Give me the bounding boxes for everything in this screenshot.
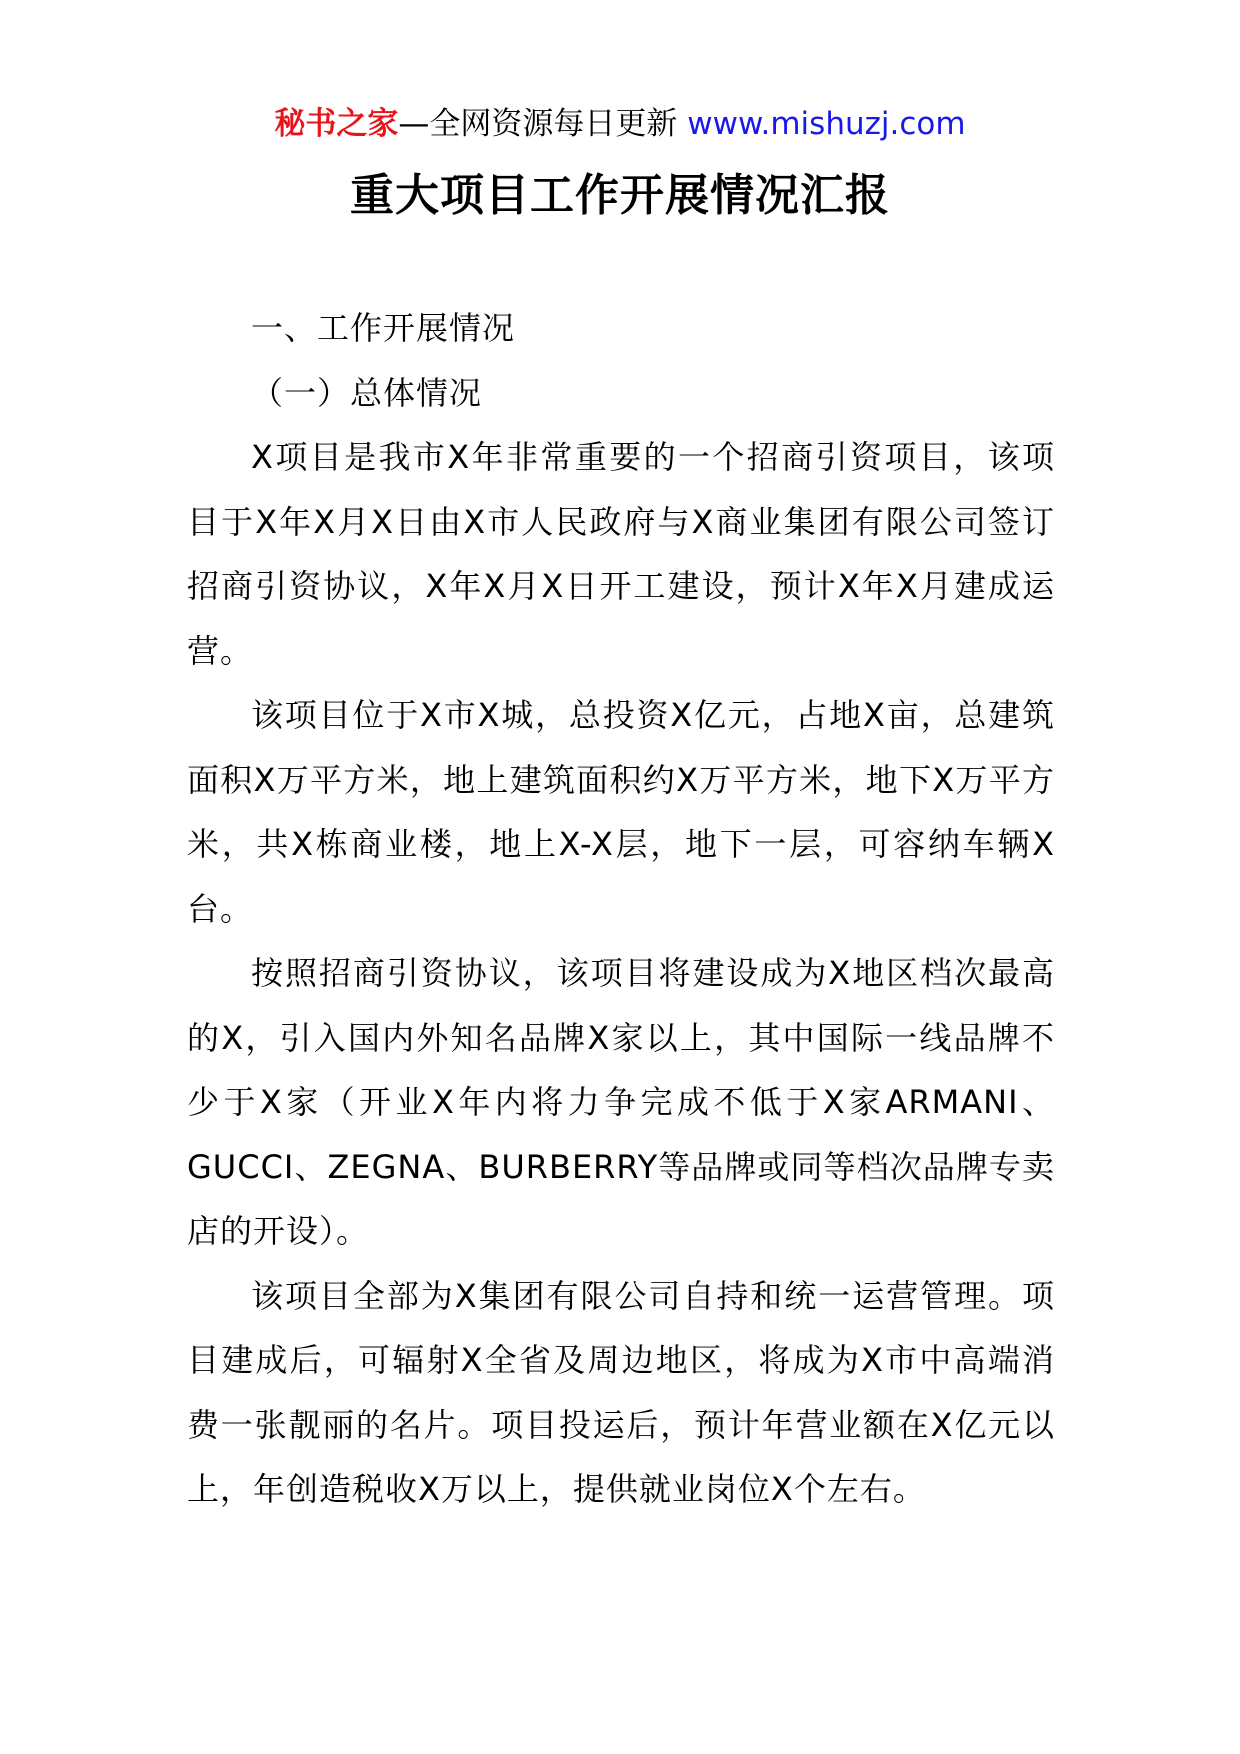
site-slogan: —全网资源每日更新 <box>398 106 678 142</box>
document-body <box>187 296 1055 1522</box>
site-url-link[interactable]: www.mishuzj.com <box>687 106 966 142</box>
subsection-heading: （一）总体情况 <box>251 373 483 412</box>
body-paragraph: 该项目位于X市X城，总投资X亿元，占地X亩，总建筑面积X万平方米，地上建筑面积约X万平方米，地下X万平方米，共X栋商业楼，地上X-X层，地下一层，可容纳车辆X台。 <box>187 696 1055 928</box>
body-paragraph: X项目是我市X年非常重要的一个招商引资项目，该项目于X年X月X日由X市人民政府与X商业集团有限公司签订招商引资协议，X年X月X日开工建设，预计X年X月建成运营。 <box>187 438 1055 670</box>
site-header <box>0 102 1240 146</box>
body-paragraph: 该项目全部为X集团有限公司自持和统一运营管理。项目建成后，可辐射X全省及周边地区，将成为X市中高端消费一张靓丽的名片。项目投运后，预计年营业额在X亿元以上，年创造税收X万以上，提供就业岗位X个左右。 <box>187 1276 1055 1508</box>
document-title: 重大项目工作开展情况汇报 <box>350 170 890 221</box>
site-brand: 秘书之家 <box>274 106 399 142</box>
body-paragraph: 按照招商引资协议，该项目将建设成为X地区档次最高的X，引入国内外知名品牌X家以上，其中国际一线品牌不少于X家（开业X年内将力争完成不低于X家ARMANI、GUCCI、ZEGNA、BURBERRY等品牌或同等档次品牌专卖店的开设）。 <box>187 954 1055 1250</box>
section-heading: 一、工作开展情况 <box>251 309 516 347</box>
